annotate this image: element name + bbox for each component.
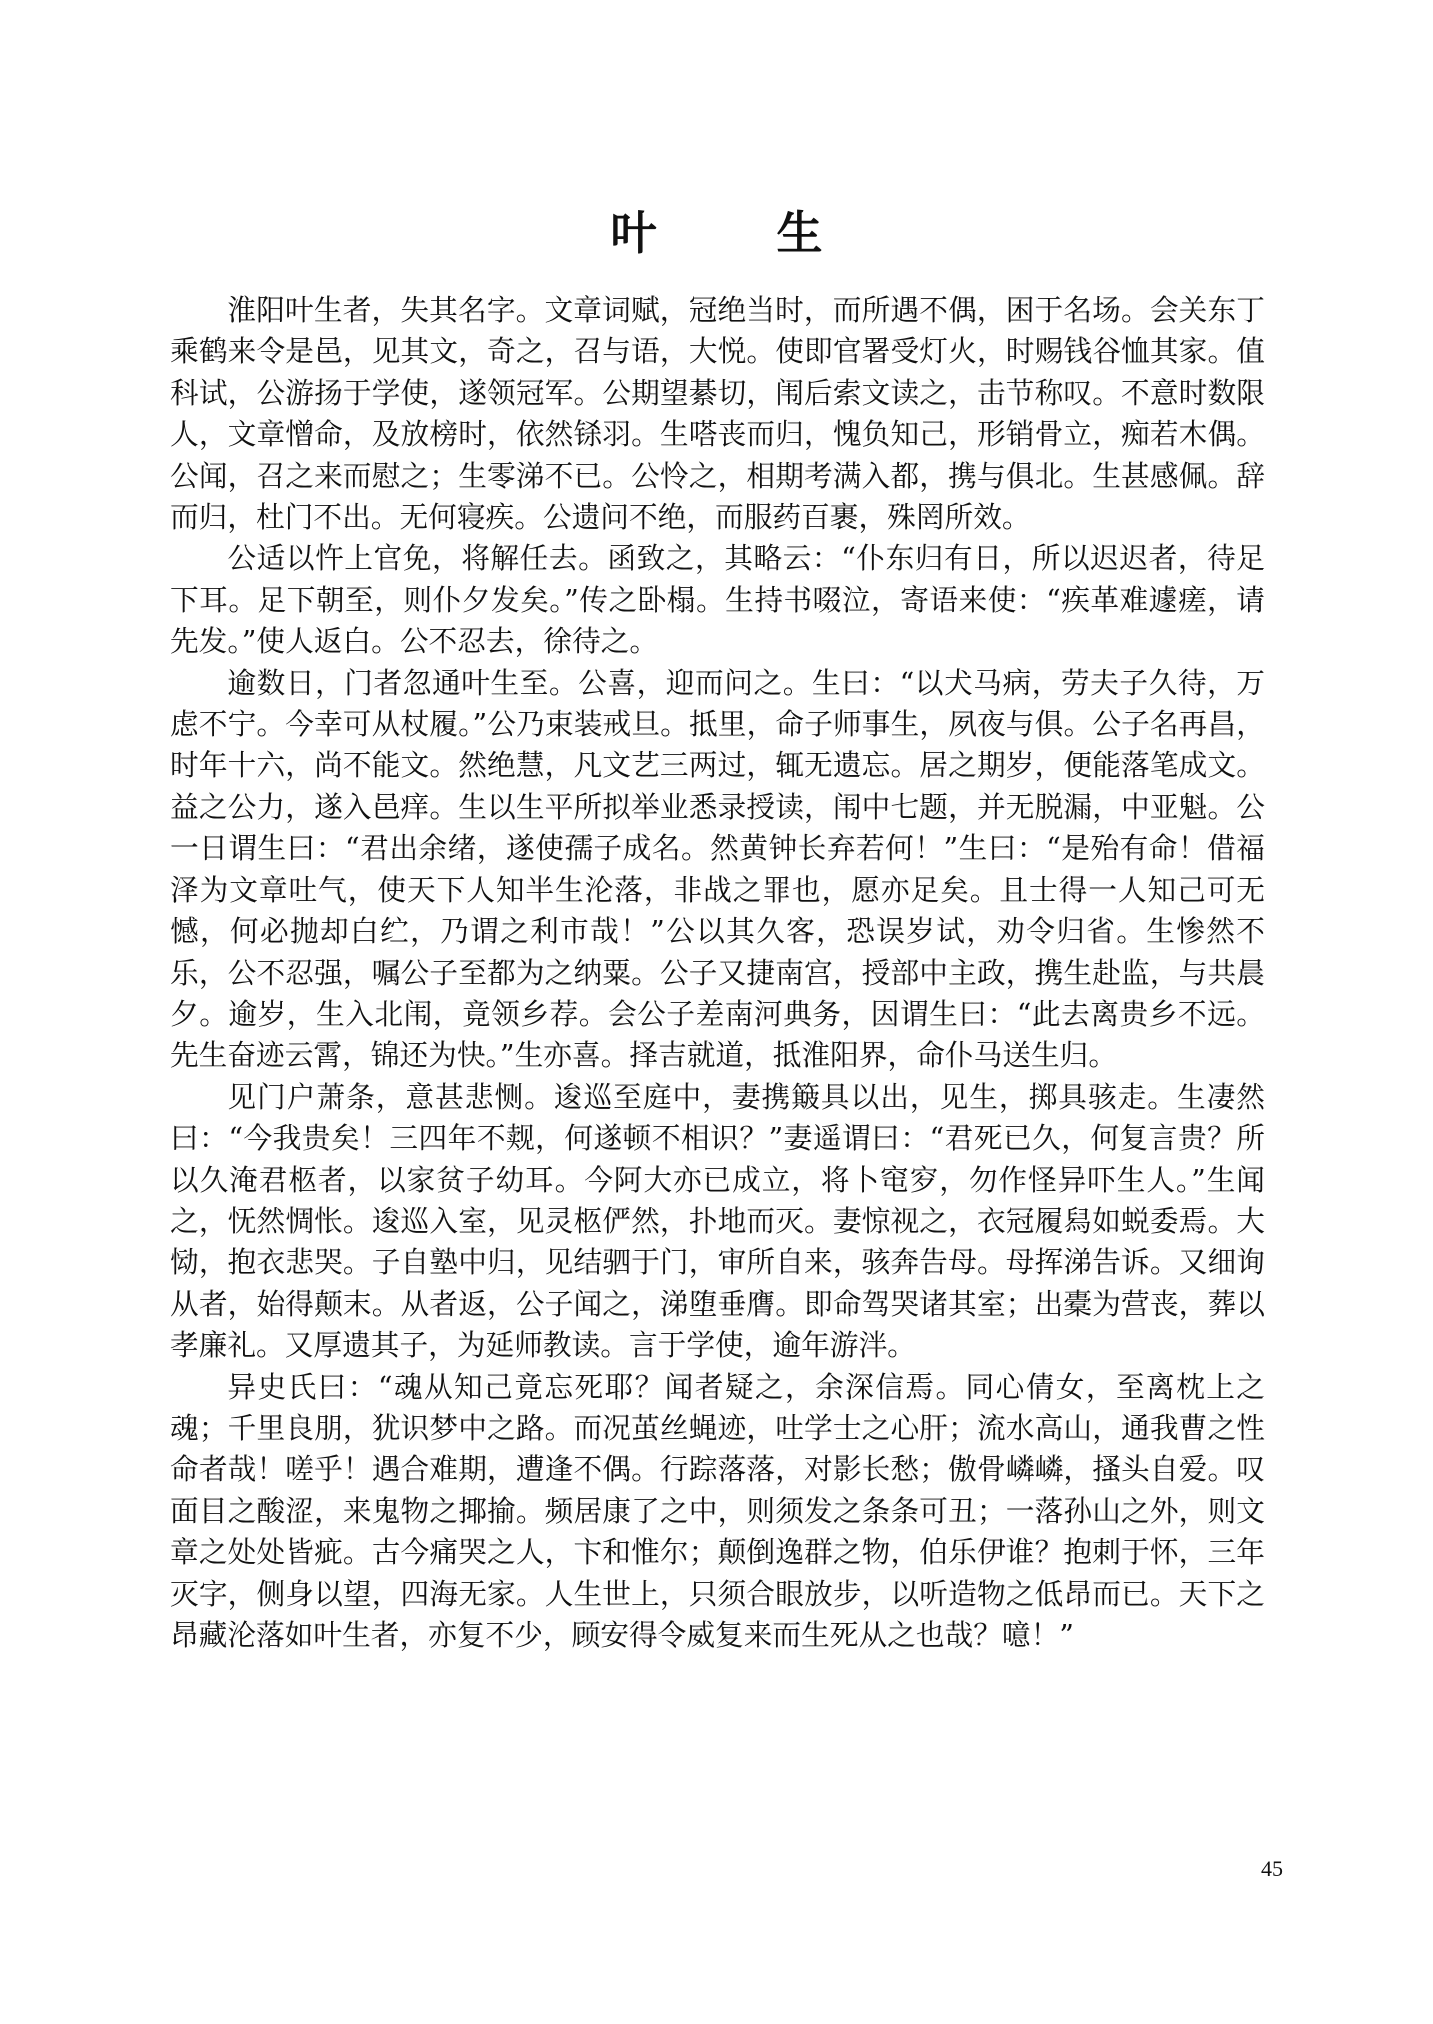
paragraph: 异史氏曰：“魂从知己竟忘死耶？闻者疑之，余深信焉。同心倩女，至离枕上之魂；千里良朋，犹识梦中之路。而况茧丝蝇迹，吐学士之心肝；流水高山，通我曹之性命者哉！嗟乎！遇合难期，遭逢不偶。行踪落落，对影长愁；傲骨嶙嶙，搔头自爱。叹面目之酸涩，来鬼物之揶揄。频居康了之中，则须发之条条可丑；一落孙山之外，则文章之处处皆疵。古今痛哭之人，卞和惟尔；颠倒逸群之物，伯乐伊谁？抱刺于怀，三年灭字，侧身以望，四海无家。人生世上，只须合眼放步，以听造物之低昂而已。天下之昂藏沦落如叶生者，亦复不少，顾安得令威复来而生死从之也哉？噫！” (170, 1369, 1265, 1652)
paragraph: 淮阳叶生者，失其名字。文章词赋，冠绝当时，而所遇不偶，困于名场。会关东丁乘鹤来令是邑，见其文，奇之，召与语，大悦。使即官署受灯火，时赐钱谷恤其家。值科试，公游扬于学使，遂领冠军。公期望綦切，闱后索文读之，击节称叹。不意时数限人，文章憎命，及放榜时，依然铩羽。生嗒丧而归，愧负知己，形销骨立，痴若木偶。公闻，召之来而慰之；生零涕不已。公怜之，相期考满入都，携与俱北。生甚感佩。辞而归，杜门不出。无何寝疾。公遗问不绝，而服药百裹，殊罔所效。 (170, 293, 1265, 535)
page-title: 叶 生 (610, 205, 875, 260)
page-number: 45 (1261, 1856, 1283, 1881)
paragraph: 见门户萧条，意甚悲恻。逡巡至庭中，妻携簸具以出，见生，掷具骇走。生凄然曰：“今我贵矣！三四年不觌，何遂顿不相识？”妻遥谓曰：“君死已久，何复言贵？所以久淹君柩者，以家贫子幼耳。今阿大亦已成立，将卜窀穸，勿作怪异吓生人。”生闻之，怃然惆怅。逡巡入室，见灵柩俨然，扑地而灭。妻惊视之，衣冠履舄如蜕委焉。大恸，抱衣悲哭。子自塾中归，见结驷于门，审所自来，骇奔告母。母挥涕告诉。又细询从者，始得颠末。从者返，公子闻之，涕堕垂膺。即命驾哭诸其室；出橐为营丧，葬以孝廉礼。又厚遗其子，为延师教读。言于学使，逾年游泮。 (170, 1079, 1265, 1363)
paragraph: 逾数日，门者忽通叶生至。公喜，迎而问之。生曰：“以犬马病，劳夫子久待，万虑不宁。今幸可从杖履。”公乃束装戒旦。抵里，命子师事生，夙夜与俱。公子名再昌，时年十六，尚不能文。然绝慧，凡文艺三两过，辄无遗忘。居之期岁，便能落笔成文。益之公力，遂入邑痒。生以生平所拟举业悉录授读，闱中七题，并无脱漏，中亚魁。公一日谓生曰：“君出余绪，遂使孺子成名。然黄钟长弃若何！”生曰：“是殆有命！借福泽为文章吐气，使天下人知半生沦落，非战之罪也，愿亦足矣。且士得一人知己可无憾，何必抛却白纻，乃谓之利市哉！”公以其久客，恐误岁试，劝令归省。生惨然不乐，公不忍强，嘱公子至都为之纳粟。公子又捷南宫，授部中主政，携生赴监，与共晨夕。逾岁，生入北闱，竟领乡荐。会公子差南河典务，因谓生曰：“此去离贵乡不远。先生奋迹云霄，锦还为快。”生亦喜。择吉就道，抵淮阳界，命仆马送生归。 (170, 665, 1265, 1073)
body-text (170, 290, 1265, 1656)
paragraph: 公适以忤上官免，将解任去。函致之，其略云：“仆东归有日，所以迟迟者，待足下耳。足下朝至，则仆夕发矣。”传之卧榻。生持书啜泣，寄语来使：“疾革难遽瘥，请先发。”使人返白。公不忍去，徐待之。 (170, 541, 1265, 659)
